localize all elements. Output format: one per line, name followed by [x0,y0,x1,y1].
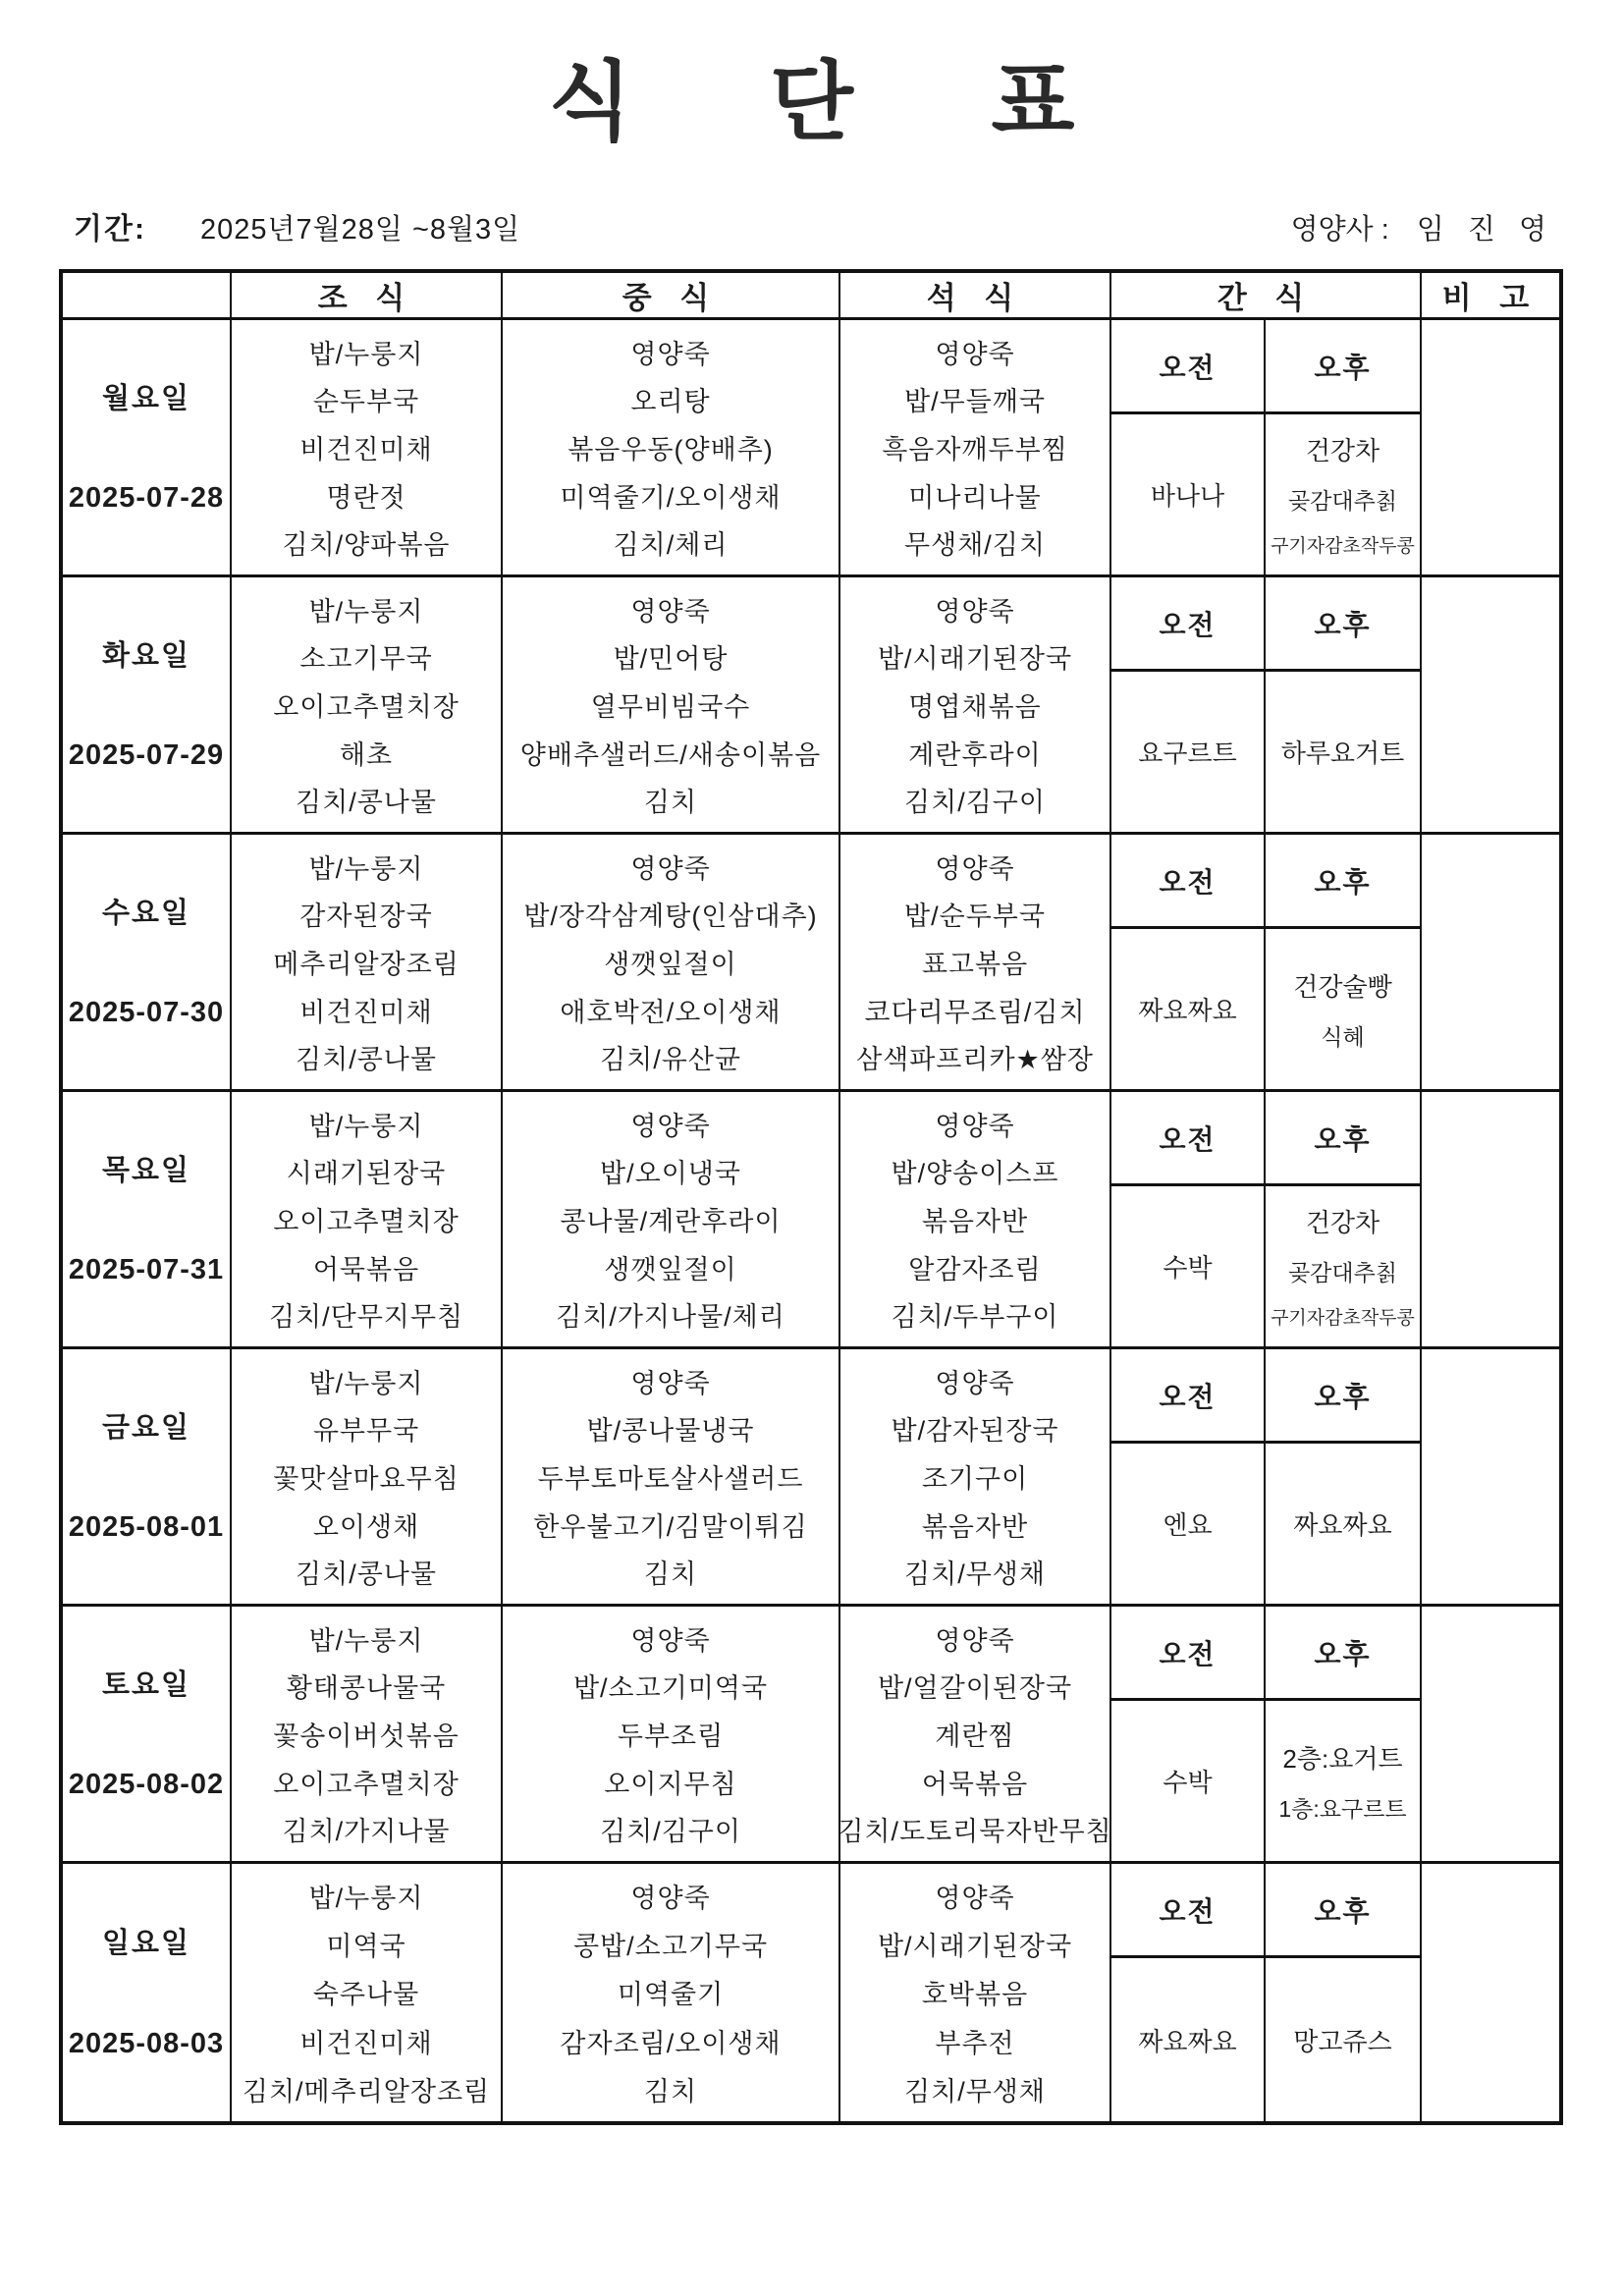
snack-pm-value [1266,1444,1420,1604]
lunch-item: 김치 [643,1559,698,1590]
breakfast-cell [232,1607,503,1861]
snack-pm-header: 오후 [1266,1607,1420,1701]
lunch-item: 김치 [643,788,698,818]
dinner-item: 계란후라이 [908,739,1042,770]
lunch-item: 김치/가지나물/체리 [556,1302,785,1333]
note-cell [1422,1864,1559,2121]
info-row [74,204,1554,247]
lunch-item: 김치 [643,2076,698,2106]
breakfast-item: 오이고추멸치장 [273,691,460,722]
lunch-item: 애호박전/오이생채 [560,997,782,1027]
breakfast-item: 김치/양파볶음 [282,530,451,561]
dinner-item: 밥/무들깨국 [904,387,1046,417]
breakfast-cell [232,320,503,574]
snack-pm-header: 오후 [1266,1349,1420,1444]
dinner-item: 밥/양송이스프 [891,1159,1059,1189]
dinner-item: 밥/시래기된장국 [877,1932,1073,1962]
snack-pm-header: 오후 [1266,320,1420,414]
lunch-cell [503,1607,840,1861]
dinner-item: 부추전 [935,2028,1015,2058]
nutritionist-name: 임 진 영 [1416,214,1554,246]
lunch-item: 열무비빔국수 [590,691,751,722]
snack-pm-header: 오후 [1266,1864,1420,1958]
table-row [63,1607,1559,1864]
table-row [63,1864,1559,2121]
period-value: 2025년7월28일 ~8월3일 [199,214,521,246]
lunch-item: 밥/소고기미역국 [572,1673,769,1704]
day-cell [63,1607,232,1861]
dinner-item: 김치/무생채 [904,1559,1046,1590]
dinner-item: 볶음자반 [921,1511,1029,1542]
day-date: 2025-07-31 [68,1253,225,1285]
dinner-item: 코다리무조림/김치 [864,997,1086,1027]
day-name: 화요일 [101,640,191,673]
lunch-item: 한우불고기/김말이튀김 [533,1511,808,1542]
snack-am-value [1111,1444,1266,1604]
snack-pm-item: 하루요거트 [1280,738,1405,768]
header-breakfast: 조 식 [232,273,503,317]
dinner-item: 무생채/김치 [904,530,1046,561]
dinner-cell [840,577,1111,832]
header-day [63,273,232,317]
snack-cell [1111,1349,1422,1604]
dinner-item: 영양죽 [935,1625,1015,1656]
snack-pm-item: 망고쥬스 [1293,2026,1392,2056]
snack-pm-value [1266,1958,1420,2121]
dinner-item: 삼색파프리카★쌈장 [856,1045,1094,1075]
lunch-item: 볶음우동(양배추) [568,434,774,465]
breakfast-item: 유부무국 [312,1416,420,1447]
snack-pm-item: 구기자감초작두콩 [1271,536,1415,557]
lunch-item: 밥/오이냉국 [600,1159,741,1189]
breakfast-item: 시래기된장국 [286,1159,447,1189]
dinner-item: 알감자조림 [908,1254,1042,1285]
table-row [63,1349,1559,1607]
dinner-item: 볶음자반 [921,1206,1029,1236]
lunch-item: 양배추샐러드/새송이볶음 [519,739,822,770]
breakfast-item: 어묵볶음 [312,1254,420,1285]
table-row [63,835,1559,1092]
breakfast-item: 김치/메추리알장조림 [242,2076,491,2106]
day-cell [63,1092,232,1346]
day-cell [63,1864,232,2121]
breakfast-item: 숙주나물 [312,1980,420,2010]
breakfast-item: 밥/누룽지 [308,1884,424,1914]
breakfast-item: 명란젓 [326,482,406,513]
snack-am-header: 오전 [1111,320,1266,414]
breakfast-item: 순두부국 [312,387,420,417]
dinner-item: 어묵볶음 [921,1769,1029,1799]
breakfast-item: 비건진미채 [299,2028,433,2058]
breakfast-item: 해초 [339,739,394,770]
snack-pm-item: 2층:요거트 [1282,1743,1403,1774]
snack-pm-header: 오후 [1266,1092,1420,1186]
snack-pm-item: 건강술빵 [1293,971,1392,1002]
day-date: 2025-07-30 [68,996,225,1028]
breakfast-item: 밥/누룽지 [308,596,424,627]
breakfast-item: 비건진미채 [299,434,433,465]
lunch-item: 미역줄기 [617,1980,725,2010]
nutritionist-label: 영양사 : [1290,214,1389,246]
breakfast-item: 오이고추멸치장 [273,1769,460,1799]
dinner-cell [840,1349,1111,1604]
snack-pm-value [1266,1186,1420,1346]
snack-am-value [1111,414,1266,574]
lunch-item: 밥/장각삼계탕(인삼대추) [523,902,818,932]
table-row [63,320,1559,577]
table-body [63,320,1559,2121]
lunch-item: 김치/김구이 [600,1817,741,1847]
day-name: 금요일 [101,1412,191,1445]
breakfast-item: 김치/단무지무침 [268,1302,464,1333]
lunch-item: 감자조림/오이생채 [560,2028,782,2058]
breakfast-item: 미역국 [326,1932,406,1962]
snack-am-value [1111,1186,1266,1346]
lunch-item: 오이지무침 [604,1769,737,1799]
breakfast-item: 밥/누룽지 [308,1368,424,1398]
lunch-item: 김치/체리 [613,530,729,561]
snack-pm-value [1266,414,1420,574]
header-dinner: 석 식 [840,273,1111,317]
dinner-cell [840,1607,1111,1861]
day-name: 목요일 [101,1155,191,1187]
snack-am-value [1111,1701,1266,1861]
lunch-cell [503,1349,840,1604]
snack-cell [1111,577,1422,832]
snack-pm-value [1266,1701,1420,1861]
lunch-cell [503,835,840,1089]
snack-am-item: 요구르트 [1138,738,1237,768]
breakfast-item: 오이생채 [312,1511,420,1542]
snack-am-value [1111,929,1266,1089]
breakfast-cell [232,1349,503,1604]
breakfast-item: 김치/콩나물 [296,1559,437,1590]
snack-pm-value [1266,929,1420,1089]
lunch-item: 김치/유산균 [600,1045,741,1075]
header-note: 비 고 [1441,281,1540,315]
snack-am-header: 오전 [1111,835,1266,929]
lunch-item: 밥/콩나물냉국 [586,1416,755,1447]
day-date: 2025-08-02 [68,1768,225,1800]
snack-pm-item: 구기자감초작두콩 [1271,1308,1415,1329]
dinner-item: 김치/두부구이 [891,1302,1059,1333]
snack-am-item: 짜요짜요 [1138,996,1237,1025]
day-name: 토요일 [101,1669,191,1702]
snack-pm-header: 오후 [1266,835,1420,929]
breakfast-cell [232,1092,503,1346]
dinner-item: 명엽채볶음 [908,691,1042,722]
dinner-item: 밥/순두부국 [904,902,1046,932]
lunch-item: 생깻잎절이 [604,949,737,979]
period-group [74,204,520,247]
breakfast-item: 밥/누룽지 [308,1625,424,1656]
dinner-item: 호박볶음 [921,1980,1029,2010]
breakfast-cell [232,577,503,832]
snack-pm-item: 곶감대추칡 [1287,1260,1398,1285]
dinner-item: 조기구이 [921,1463,1029,1494]
period-label: 기간: [74,213,146,246]
dinner-item: 영양죽 [935,853,1015,884]
day-cell [63,577,232,832]
note-cell [1422,1349,1559,1604]
day-date: 2025-07-28 [68,481,225,514]
dinner-item: 밥/감자된장국 [891,1416,1059,1447]
day-date: 2025-08-01 [68,1510,225,1543]
dinner-item: 흑음자깨두부찜 [882,434,1068,465]
day-name: 월요일 [101,383,191,415]
snack-pm-item: 건강차 [1305,1208,1380,1237]
day-date: 2025-07-29 [68,738,225,771]
lunch-item: 밥/민어탕 [613,644,729,675]
table-row [63,1092,1559,1349]
dinner-item: 영양죽 [935,596,1015,627]
lunch-cell [503,1092,840,1346]
breakfast-item: 비건진미채 [299,997,433,1027]
snack-am-item: 바나나 [1150,481,1225,511]
snack-am-header: 오전 [1111,577,1266,672]
page-title: 식 단 표 [548,53,1132,150]
dinner-item: 영양죽 [935,339,1015,369]
snack-am-item: 짜요짜요 [1138,2026,1237,2056]
dinner-item: 영양죽 [935,1884,1015,1914]
snack-am-header: 오전 [1111,1349,1266,1444]
table-row [63,577,1559,835]
note-cell [1422,577,1559,832]
breakfast-item: 꽃송이버섯볶음 [273,1721,460,1751]
lunch-cell [503,1864,840,2121]
snack-am-item: 수박 [1163,1253,1213,1283]
day-name: 수요일 [101,898,191,930]
snack-cell [1111,1864,1422,2121]
breakfast-item: 밥/누룽지 [308,1111,424,1141]
snack-am-item: 엔요 [1163,1510,1213,1540]
breakfast-item: 밥/누룽지 [308,853,424,884]
lunch-item: 오리탕 [630,387,711,417]
lunch-cell [503,320,840,574]
breakfast-item: 꽃맛살마요무침 [273,1463,460,1494]
lunch-item: 영양죽 [630,1625,711,1656]
lunch-cell [503,577,840,832]
snack-pm-item: 짜요짜요 [1293,1510,1392,1540]
breakfast-item: 메추리알장조림 [273,949,460,979]
snack-cell [1111,320,1422,574]
snack-pm-item: 건강차 [1305,436,1380,465]
dinner-item: 김치/도토리묵자반무침 [838,1817,1112,1847]
breakfast-item: 황태콩나물국 [286,1673,447,1704]
dinner-item: 밥/시래기된장국 [877,644,1073,675]
dinner-item: 영양죽 [935,1111,1015,1141]
dinner-item: 표고볶음 [921,949,1029,979]
breakfast-item: 밥/누룽지 [308,339,424,369]
note-cell [1422,835,1559,1089]
snack-am-header: 오전 [1111,1607,1266,1701]
lunch-item: 영양죽 [630,1884,711,1914]
breakfast-cell [232,835,503,1089]
lunch-item: 생깻잎절이 [604,1254,737,1285]
dinner-cell [840,320,1111,574]
snack-cell [1111,1092,1422,1346]
lunch-item: 영양죽 [630,596,711,627]
lunch-item: 미역줄기/오이생채 [560,482,782,513]
snack-cell [1111,1607,1422,1861]
day-cell [63,835,232,1089]
day-cell [63,1349,232,1604]
lunch-item: 영양죽 [630,339,711,369]
snack-pm-item: 식혜 [1321,1023,1365,1050]
snack-pm-header: 오후 [1266,577,1420,672]
breakfast-item: 김치/가지나물 [282,1817,451,1847]
snack-am-value [1111,1958,1266,2121]
note-cell [1422,320,1559,574]
nutritionist-group [1291,207,1554,247]
day-name: 일요일 [101,1928,191,1960]
table-header-row [63,273,1559,320]
dinner-item: 미나리나물 [908,482,1042,513]
dinner-cell [840,1864,1111,2121]
header-lunch: 중 식 [503,273,840,317]
snack-cell [1111,835,1422,1089]
breakfast-cell [232,1864,503,2121]
dinner-cell [840,1092,1111,1346]
breakfast-item: 김치/콩나물 [296,1045,437,1075]
dinner-item: 계란찜 [935,1721,1015,1751]
breakfast-item: 소고기무국 [299,644,433,675]
dinner-item: 김치/무생채 [904,2076,1046,2106]
header-snack: 간 식 [1111,273,1422,317]
note-cell [1422,1607,1559,1861]
lunch-item: 두부토마토살사샐러드 [537,1463,804,1494]
day-cell [63,320,232,574]
lunch-item: 영양죽 [630,1111,711,1141]
dinner-cell [840,835,1111,1089]
dinner-item: 영양죽 [935,1368,1015,1398]
lunch-item: 콩밥/소고기무국 [572,1932,769,1962]
dinner-item: 밥/얼갈이된장국 [877,1673,1073,1704]
snack-am-header: 오전 [1111,1092,1266,1186]
snack-am-header: 오전 [1111,1864,1266,1958]
snack-am-item: 수박 [1163,1768,1213,1797]
day-date: 2025-08-03 [68,2027,225,2059]
lunch-item: 콩나물/계란후라이 [560,1206,782,1236]
lunch-item: 영양죽 [630,1368,711,1398]
note-cell [1422,1092,1559,1346]
breakfast-item: 김치/콩나물 [296,788,437,818]
dinner-item: 김치/김구이 [904,788,1046,818]
breakfast-item: 오이고추멸치장 [273,1206,460,1236]
snack-am-value [1111,672,1266,832]
snack-pm-item: 1층:요구르트 [1278,1795,1407,1822]
snack-pm-item: 곶감대추칡 [1287,488,1398,514]
lunch-item: 영양죽 [630,853,711,884]
lunch-item: 두부조림 [617,1721,725,1751]
menu-table [59,269,1563,2125]
snack-pm-value [1266,672,1420,832]
breakfast-item: 감자된장국 [299,902,433,932]
